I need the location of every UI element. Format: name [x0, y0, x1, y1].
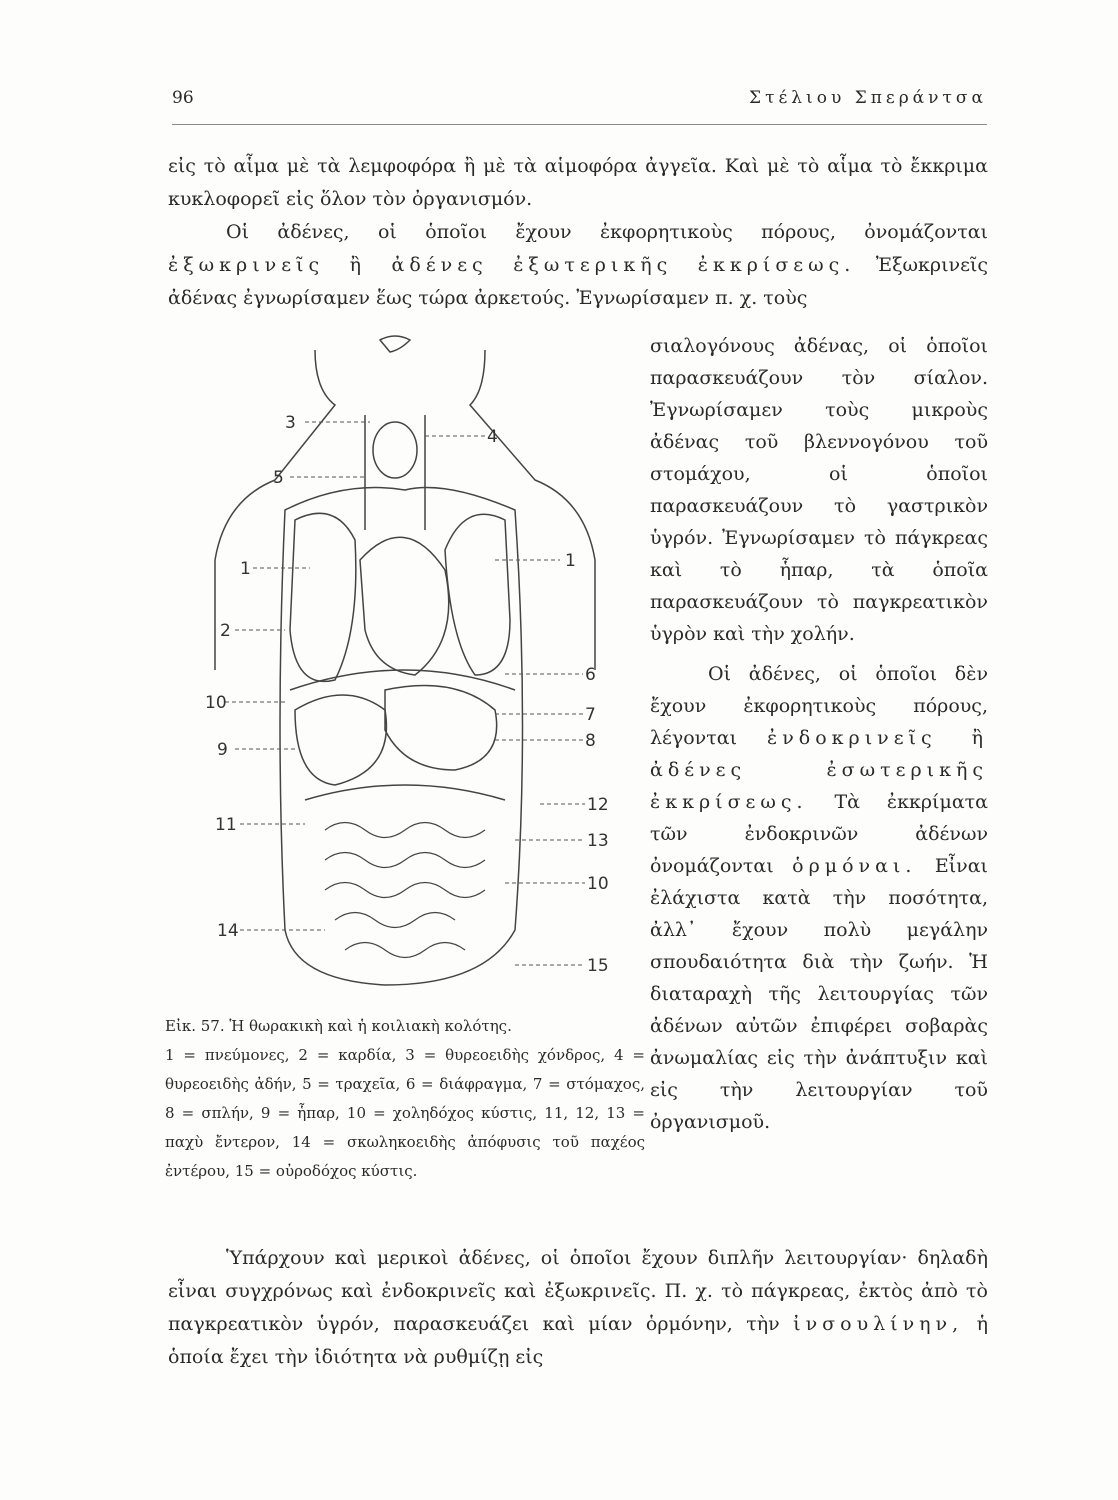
colon-line — [305, 785, 505, 800]
page-number: 96 — [172, 88, 194, 108]
label-15: 15 — [587, 956, 609, 976]
label-4: 4 — [487, 427, 498, 447]
paragraph-2-rest: Ἐξωκρινεῖς ἀδένας ἐγνωρίσαμεν ἕως τώρα ἀρκετούς. Ἐγνωρίσαμεν π. χ. τοὺς — [168, 254, 989, 309]
label-8: 8 — [585, 731, 596, 751]
stomach-shape — [385, 686, 497, 771]
paragraph-3 — [168, 1242, 988, 1374]
cavity-outline — [280, 488, 523, 986]
side-paragraph-2-rest: Εἶναι ἐλάχιστα κατὰ τὴν ποσότητα, ἀλλ᾽ ἔχουν πολὺ μεγάλην σπουδαιότητα διὰ τὴν ζωήν. Ἡ διαταραχὴ τῆς λειτουργίας τῶν ἀδένων αὐτῶν ἐπιφέρει σοβαρὰς ἀνωμαλίας εἰς τὴν ἀνάπτυξιν καὶ εἰς τὴν λειτουργίαν τοῦ ὀργανισμοῦ. — [650, 855, 988, 1133]
body-outline — [215, 350, 595, 670]
caption-title: Εἰκ. 57. Ἡ θωρακικὴ καὶ ἡ κοιλιακὴ κολότης. — [165, 1017, 512, 1035]
paragraph-3-rest: ἡ ὁποία ἔχει τὴν ἰδιότητα νὰ ρυθμίζῃ εἰς — [168, 1313, 988, 1368]
paragraph-1: εἰς τὸ αἷμα μὲ τὰ λεμφοφόρα ἢ μὲ τὰ αἱμοφόρα ἀγγεῖα. Καὶ μὲ τὸ αἷμα τὸ ἔκκριμα κυκλοφορεῖ εἰς ὅλον τὸν ὀργανισμόν. — [168, 155, 988, 210]
torso-illustration — [185, 330, 625, 1020]
term-endocrine: ἐνδοκρινεῖς ἢ ἀδένες ἐσωτερικῆς ἐκκρίσεως. — [650, 727, 989, 813]
term-exocrine: ἐξωκρινεῖς ἢ ἀδένες ἐξωτερικῆς ἐκκρίσεως. — [168, 254, 856, 276]
top-text-block — [168, 150, 988, 315]
liver-shape — [295, 695, 386, 785]
label-14: 14 — [217, 921, 239, 941]
label-5: 5 — [273, 468, 284, 488]
label-13: 13 — [587, 831, 609, 851]
term-insulin: ἰνσουλίνην, — [793, 1313, 964, 1335]
thyroid-shape — [373, 422, 417, 478]
label-1-right: 1 — [565, 551, 576, 571]
label-7: 7 — [585, 705, 596, 725]
side-paragraph-2-intro: Οἱ ἀδένες, οἱ ὁποῖοι δὲν ἔχουν ἐκφορητικοὺς πόρους, λέγονται — [650, 663, 988, 749]
leader-lines — [225, 422, 585, 965]
bottom-text-block — [168, 1242, 988, 1374]
side-text-column — [650, 330, 988, 1138]
caption-legend: 1 = πνεύμονες, 2 = καρδία, 3 = θυρεοειδὴς χόνδρος, 4 = θυρεοειδὴς ἀδήν, 5 = τραχεῖα, 6 = διάφραγμα, 7 = στόμαχος, 8 = σπλήν, 9 = ἧπαρ, 10 = χοληδόχος κύστις, 11, 12, 13 = παχὺ ἔντερον, 14 = σκωληκοειδὴς ἀπόφυσις τοῦ παχέος ἐντέρου, 15 = οὐροδόχος κύστις. — [165, 1046, 645, 1180]
intestines-loops — [325, 823, 485, 958]
paragraph-3-intro: Ὑπάρχουν καὶ μερικοὶ ἀδένες, οἱ ὁποῖοι ἔχουν διπλῆν λειτουργίαν· δηλαδὴ εἶναι συγχρόνως καὶ ἐνδοκρινεῖς καὶ ἐξωκρινεῖς. Π. χ. τὸ πάγκρεας, ἐκτὸς ἀπὸ τὸ παγκρεατικὸν ὑγρόν, παρασκευάζει καὶ μίαν ὁρμόνην, τὴν — [168, 1247, 988, 1335]
label-6: 6 — [585, 665, 596, 685]
paragraph-2 — [168, 216, 988, 315]
trachea-outline — [365, 415, 425, 530]
chin-icon — [380, 336, 410, 352]
label-3: 3 — [285, 413, 296, 433]
label-12: 12 — [587, 795, 609, 815]
heart-shape — [360, 537, 449, 675]
term-hormones: ὁρμόναι. — [792, 855, 917, 877]
label-10-right: 10 — [587, 874, 609, 894]
running-head: Στέλιου Σπεράντσα — [749, 88, 987, 108]
side-paragraph-2 — [650, 658, 988, 1138]
label-2: 2 — [220, 621, 231, 641]
right-lung-shape — [445, 514, 510, 675]
figure-caption — [165, 1012, 645, 1186]
label-1-left: 1 — [240, 559, 251, 579]
anatomy-figure — [185, 330, 625, 1020]
label-10-left: 10 — [205, 693, 227, 713]
label-11: 11 — [215, 815, 237, 835]
page-header — [172, 88, 987, 125]
paragraph-2-intro: Οἱ ἀδένες, οἱ ὁποῖοι ἔχουν ἐκφορητικοὺς πόρους, ὀνομάζονται — [226, 221, 988, 243]
side-paragraph-1: σιαλογόνους ἀδένας, οἱ ὁποῖοι παρασκευάζουν τὸν σίαλον. Ἐγνωρίσαμεν τοὺς μικροὺς ἀδένας τοῦ βλεννογόνου τοῦ στομάχου, οἱ ὁποῖοι παρασκευάζουν τὸ γαστρικὸν ὑγρόν. Ἐγνωρίσαμεν τὸ πάγκρεας καὶ τὸ ἧπαρ, τὰ ὁποῖα παρασκευάζουν τὸ παγκρεατικὸν ὑγρὸν καὶ τὴν χολήν. — [650, 335, 988, 645]
left-lung-shape — [290, 513, 356, 681]
label-9: 9 — [217, 740, 228, 760]
side-paragraph-2-mid: Τὰ ἐκκρίματα τῶν ἐνδοκρινῶν ἀδένων ὀνομάζονται — [650, 791, 988, 877]
